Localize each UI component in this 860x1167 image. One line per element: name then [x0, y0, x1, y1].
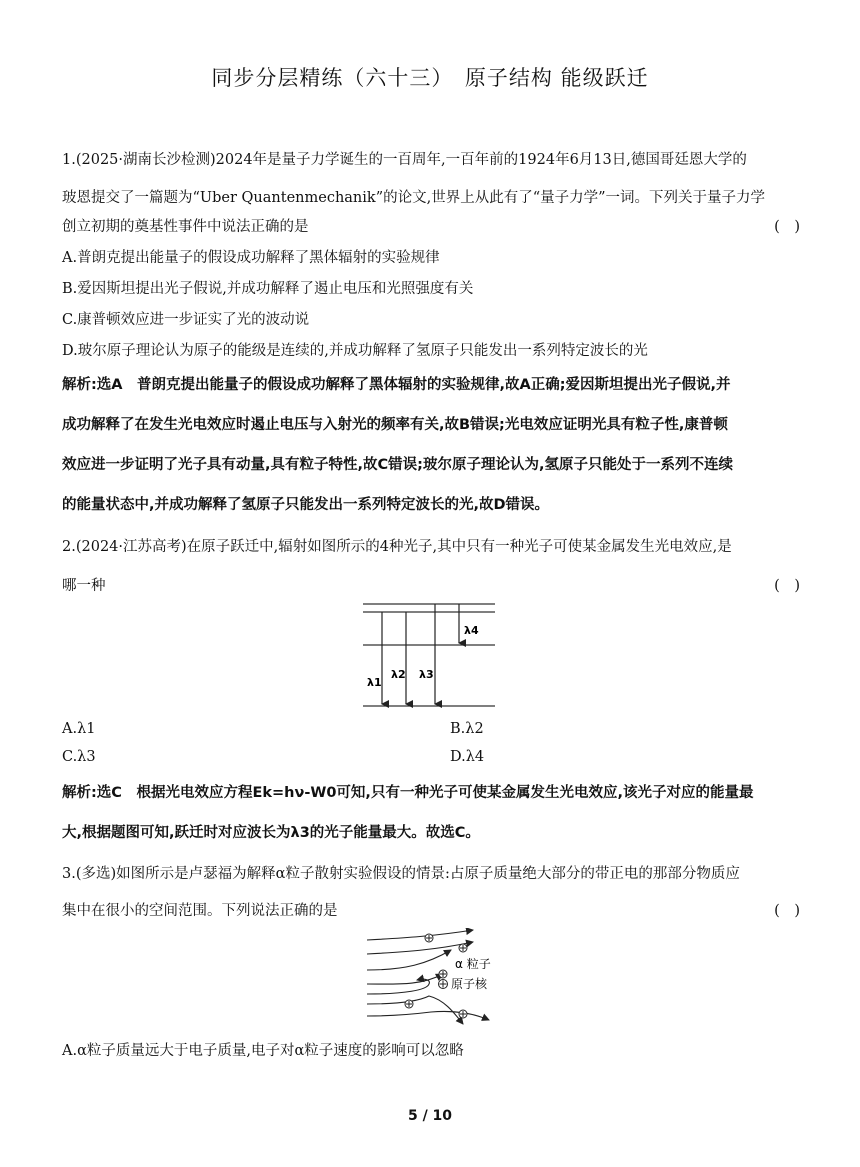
- q2-option-d: D.λ4: [450, 749, 485, 765]
- lambda-3-label: λ3: [419, 668, 434, 681]
- lambda-4-label: λ4: [464, 624, 479, 637]
- atomic-nucleus: [439, 980, 448, 989]
- q3-line-2: 集中在很小的空间范围。下列说法正确的是: [62, 903, 338, 919]
- page-number: 5 / 10: [407, 1108, 453, 1124]
- alpha-trajectory: [367, 974, 443, 984]
- q2-option-a: A.λ1: [62, 721, 96, 737]
- q2-answer-paren: ( ): [774, 578, 800, 594]
- alpha-scattering-diagram: [365, 928, 505, 1030]
- q1-analysis-1: 解析:选A 普朗克提出能量子的假设成功解释了黑体辐射的实验规律,故A正确;爱因斯坦提出光子假说,并: [62, 377, 731, 393]
- q2-option-b: B.λ2: [450, 721, 484, 737]
- energy-level-diagram: [355, 598, 500, 713]
- alpha-particle: [459, 944, 467, 952]
- lambda-1-label: λ1: [367, 676, 382, 689]
- q3-option-a: A.α粒子质量远大于电子质量,电子对α粒子速度的影响可以忽略: [62, 1043, 464, 1059]
- q1-answer-paren: ( ): [774, 219, 800, 235]
- alpha-trajectory: [367, 942, 473, 954]
- alpha-particle: [425, 934, 433, 942]
- q1-option-d: D.玻尔原子理论认为原子的能级是连续的,并成功解释了氢原子只能发出一系列特定波长的光: [62, 343, 648, 359]
- alpha-particle: [405, 1000, 413, 1008]
- nucleus-label: 原子核: [451, 977, 488, 991]
- q1-analysis-2: 成功解释了在发生光电效应时遏止电压与入射光的频率有关,故B错误;光电效应证明光具有粒子性,康普顿: [62, 417, 728, 433]
- alpha-trajectory: [367, 930, 473, 940]
- alpha-trajectory: [367, 996, 463, 1024]
- alpha-particle: [439, 970, 447, 978]
- q2-line-1: 2.(2024·江苏高考)在原子跃迁中,辐射如图所示的4种光子,其中只有一种光子可使某金属发生光电效应,是: [62, 539, 732, 555]
- q1-option-c: C.康普顿效应进一步证实了光的波动说: [62, 312, 310, 328]
- q3-line-1: 3.(多选)如图所示是卢瑟福为解释α粒子散射实验假设的情景:占原子质量绝大部分的带正电的那部分物质应: [62, 866, 740, 882]
- alpha-particle: [459, 1010, 467, 1018]
- q2-line-2: 哪一种: [62, 578, 106, 594]
- page-title: 同步分层精练（六十三） 原子结构 能级跃迁: [211, 66, 649, 90]
- q2-analysis-1: 解析:选C 根据光电效应方程Ek=hν-W0可知,只有一种光子可使某金属发生光电效应,该光子对应的能量最: [62, 785, 754, 801]
- q2-option-c: C.λ3: [62, 749, 96, 765]
- q2-analysis-2: 大,根据题图可知,跃迁时对应波长为λ3的光子能量最大。故选C。: [62, 825, 480, 841]
- lambda-2-label: λ2: [391, 668, 406, 681]
- q1-analysis-4: 的能量状态中,并成功解释了氢原子只能发出一系列特定波长的光,故D错误。: [62, 497, 550, 513]
- q1-option-a: A.普朗克提出能量子的假设成功解释了黑体辐射的实验规律: [62, 250, 440, 266]
- q1-analysis-3: 效应进一步证明了光子具有动量,具有粒子特性,故C错误;玻尔原子理论认为,氢原子只能处于一系列不连续: [62, 457, 733, 473]
- q3-answer-paren: ( ): [774, 903, 800, 919]
- q1-line-3: 创立初期的奠基性事件中说法正确的是: [62, 219, 309, 235]
- alpha-trajectory: [367, 1011, 489, 1020]
- q1-line-1: 1.(2025·湖南长沙检测)2024年是量子力学诞生的一百周年,一百年前的1924年6月13日,德国哥廷恩大学的: [62, 152, 747, 168]
- alpha-particle-label: α 粒子: [455, 957, 491, 971]
- q1-option-b: B.爱因斯坦提出光子假说,并成功解释了遏止电压和光照强度有关: [62, 281, 474, 297]
- q1-line-2: 玻恩提交了一篇题为“Uber Quantenmechanik”的论文,世界上从此有了“量子力学”一词。下列关于量子力学: [62, 190, 766, 206]
